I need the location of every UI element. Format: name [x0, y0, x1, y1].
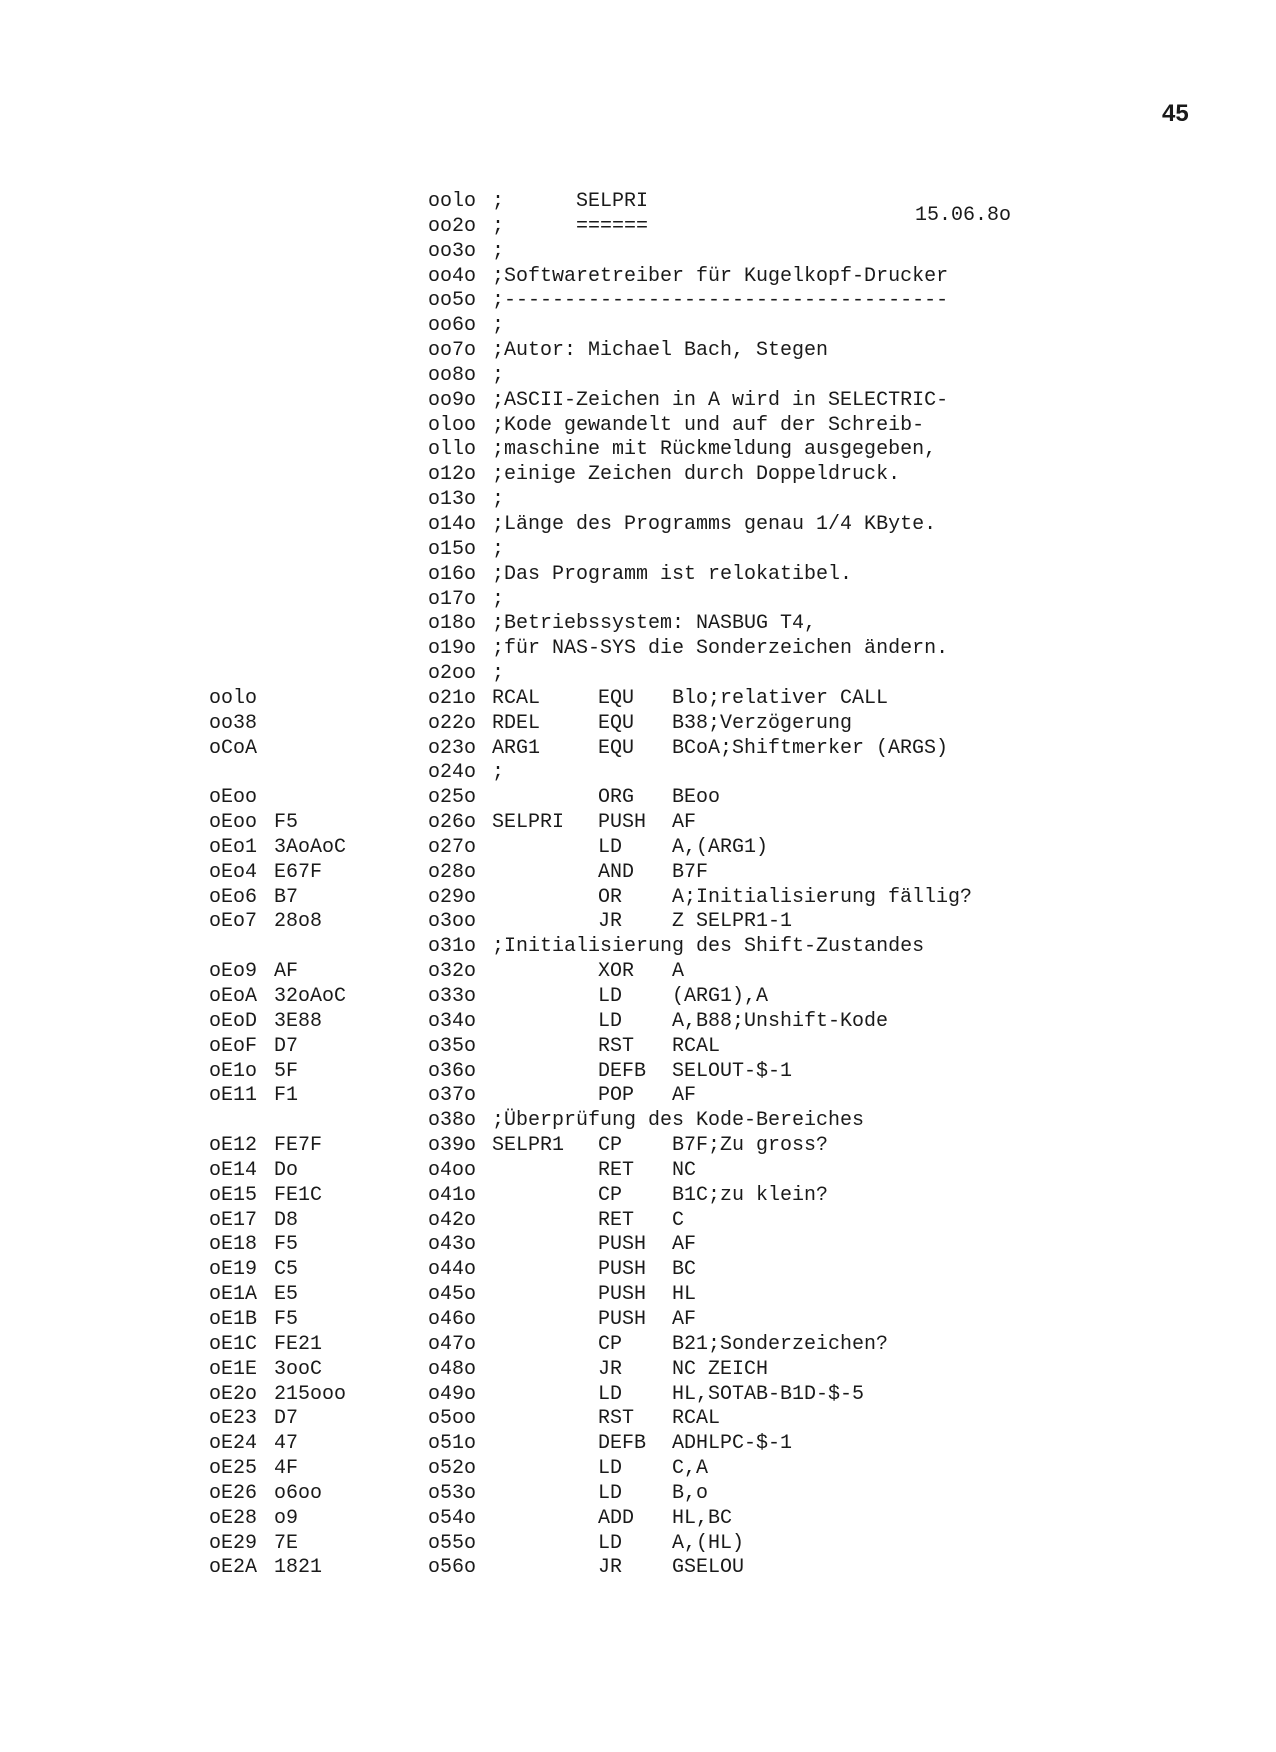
line-oper: AF	[672, 1233, 697, 1257]
line-comment: ;Betriebssystem: NASBUG T4,	[492, 612, 817, 636]
line-code: 1821	[274, 1556, 323, 1580]
listing-line	[0, 1010, 1276, 1035]
line-lnum: o37o	[428, 1084, 477, 1108]
line-oper: RCAL	[672, 1407, 721, 1431]
line-addr: oEo1	[209, 835, 258, 859]
line-mnem: OR	[598, 885, 623, 909]
line-oper: B21;Sonderzeichen?	[672, 1332, 889, 1356]
listing-line	[0, 438, 1276, 463]
line-mnem: ADD	[598, 1506, 635, 1530]
line-addr: oEoF	[209, 1034, 258, 1058]
listing-line	[0, 414, 1276, 439]
line-lnum: o43o	[428, 1233, 477, 1257]
line-comment: ;	[492, 587, 505, 611]
listing-line	[0, 612, 1276, 637]
line-mnem: DEFB	[598, 1432, 647, 1456]
line-lnum: o13o	[428, 488, 477, 512]
line-lnum: o41o	[428, 1183, 477, 1207]
line-code: D7	[274, 1034, 299, 1058]
line-mnem: XOR	[598, 960, 635, 984]
listing-line	[0, 488, 1276, 513]
listing-line	[0, 1258, 1276, 1283]
line-code: E67F	[274, 860, 323, 884]
line-code: E5	[274, 1283, 299, 1307]
line-mnem: LD	[598, 1481, 623, 1505]
line-code: 3E88	[274, 1009, 323, 1033]
line-mnem: EQU	[598, 711, 635, 735]
line-lnum: o27o	[428, 835, 477, 859]
line-addr: oE26	[209, 1481, 258, 1505]
line-oper: B7F;Zu gross?	[672, 1134, 829, 1158]
line-lnum: o54o	[428, 1506, 477, 1530]
listing-line	[0, 389, 1276, 414]
line-code: 32oAoC	[274, 985, 347, 1008]
listing-line	[0, 1308, 1276, 1333]
line-lnum: o17o	[428, 587, 477, 611]
listing-line	[0, 1159, 1276, 1184]
listing-line	[0, 513, 1276, 538]
line-oper: A;Initialisierung fällig?	[672, 885, 973, 909]
line-lnum: o28o	[428, 860, 477, 884]
line-code: FE7F	[274, 1134, 323, 1158]
line-oper: B,o	[672, 1481, 709, 1505]
line-lnum: o14o	[428, 512, 477, 536]
listing-line	[0, 1407, 1276, 1432]
line-oper: NC ZEICH	[672, 1357, 769, 1381]
line-lnum: o39o	[428, 1134, 477, 1158]
line-mnem: LD	[598, 1457, 623, 1481]
line-addr: oEo7	[209, 910, 258, 934]
listing-line	[0, 538, 1276, 563]
line-oper: (ARG1),A	[672, 985, 769, 1008]
line-oper: B1C;zu klein?	[672, 1183, 829, 1207]
line-comment: ;	[492, 239, 505, 263]
line-lnum: o56o	[428, 1556, 477, 1580]
listing-line	[0, 1084, 1276, 1109]
listing-line	[0, 737, 1276, 762]
line-comment: ;	[492, 761, 505, 785]
header-date: 15.06.8o	[915, 204, 1012, 227]
line-oper: C	[672, 1208, 685, 1232]
line-lnum: o38o	[428, 1109, 477, 1133]
line-mnem: CP	[598, 1134, 623, 1158]
listing-line	[0, 1109, 1276, 1134]
line-comment: ;Überprüfung des Kode-Bereiches	[492, 1109, 865, 1133]
line-comment: ;Das Programm ist relokatibel.	[492, 562, 853, 586]
line-addr: oE18	[209, 1233, 258, 1257]
line-addr: oE2A	[209, 1556, 258, 1580]
line-mnem: RST	[598, 1407, 635, 1431]
line-lnum: oo2o	[428, 214, 477, 238]
line-mnem: JR	[598, 1556, 623, 1580]
line-addr: oEoA	[209, 985, 258, 1008]
line-lnum: o22o	[428, 711, 477, 735]
line-lnum: o2oo	[428, 662, 477, 686]
line-comment: ;Länge des Programms genau 1/4 KByte.	[492, 512, 937, 536]
listing-line	[0, 463, 1276, 488]
line-code: o9	[274, 1506, 299, 1530]
line-code: 3AoAoC	[274, 835, 347, 859]
line-addr: oE1A	[209, 1283, 258, 1307]
listing-line	[0, 588, 1276, 613]
line-mnem: DEFB	[598, 1059, 647, 1083]
line-code: AF	[274, 960, 299, 984]
listing-line	[0, 786, 1276, 811]
line-lnum: o47o	[428, 1332, 477, 1356]
line-comment: ;-------------------------------------	[492, 289, 949, 313]
listing-line	[0, 1035, 1276, 1060]
line-comment: ;einige Zeichen durch Doppeldruck.	[492, 463, 901, 487]
line-code: F1	[274, 1084, 299, 1108]
line-oper: BC	[672, 1258, 697, 1282]
line-oper: AF	[672, 1084, 697, 1108]
line-lnum: o34o	[428, 1009, 477, 1033]
line-lnum: o55o	[428, 1531, 477, 1555]
line-oper: GSELOU	[672, 1556, 745, 1580]
line-mnem: PUSH	[598, 1307, 647, 1331]
listing-line	[0, 364, 1276, 389]
line-addr: oE11	[209, 1084, 258, 1108]
listing-line	[0, 1358, 1276, 1383]
line-mnem: LD	[598, 835, 623, 859]
line-addr: oE2o	[209, 1382, 258, 1406]
listing-line	[0, 1333, 1276, 1358]
line-oper: A	[672, 960, 685, 984]
line-comment: ;maschine mit Rückmeldung ausgegeben,	[492, 438, 937, 462]
page-number: 45	[1162, 100, 1189, 127]
line-lnum: o36o	[428, 1059, 477, 1083]
listing-line	[0, 314, 1276, 339]
listing-line	[0, 836, 1276, 861]
line-code: B7	[274, 885, 299, 909]
line-lnum: o29o	[428, 885, 477, 909]
listing-line	[0, 1283, 1276, 1308]
listing-line	[0, 960, 1276, 985]
line-addr: oEoo	[209, 811, 258, 835]
listing-line	[0, 662, 1276, 687]
line-oper: A,B88;Unshift-Kode	[672, 1009, 889, 1033]
line-addr: oEoD	[209, 1009, 258, 1033]
listing-line	[0, 1556, 1276, 1581]
line-lnum: oo4o	[428, 264, 477, 288]
listing-line	[0, 1457, 1276, 1482]
line-lnum: o46o	[428, 1307, 477, 1331]
listing-line	[0, 190, 1276, 215]
line-lnum: o5oo	[428, 1407, 477, 1431]
line-lnum: o15o	[428, 537, 477, 561]
line-code: C5	[274, 1258, 299, 1282]
listing-line	[0, 811, 1276, 836]
line-mnem: RET	[598, 1208, 635, 1232]
line-mnem: RET	[598, 1158, 635, 1182]
line-mnem: LD	[598, 1009, 623, 1033]
line-mnem: LD	[598, 1531, 623, 1555]
line-label: RCAL	[492, 686, 541, 710]
line-lnum: o45o	[428, 1283, 477, 1307]
line-lnum: o21o	[428, 686, 477, 710]
line-lnum: o49o	[428, 1382, 477, 1406]
line-lnum: o44o	[428, 1258, 477, 1282]
line-lnum: o33o	[428, 985, 477, 1008]
line-lnum: o52o	[428, 1457, 477, 1481]
listing-line	[0, 761, 1276, 786]
line-comment: ;	[492, 662, 505, 686]
line-lnum: o25o	[428, 786, 477, 810]
line-lnum: o4oo	[428, 1158, 477, 1182]
line-code: 3ooC	[274, 1357, 323, 1381]
line-comment: ;	[492, 537, 505, 561]
line-comment: ;Initialisierung des Shift-Zustandes	[492, 935, 925, 959]
line-code: F5	[274, 1307, 299, 1331]
line-addr: oCoA	[209, 736, 258, 760]
line-addr: oE12	[209, 1134, 258, 1158]
line-code: 28o8	[274, 910, 323, 934]
line-addr: oE17	[209, 1208, 258, 1232]
listing-line	[0, 985, 1276, 1010]
line-lnum: oo8o	[428, 363, 477, 387]
line-oper: AF	[672, 811, 697, 835]
line-mnem: JR	[598, 1357, 623, 1381]
line-code: FE1C	[274, 1183, 323, 1207]
line-addr: oE15	[209, 1183, 258, 1207]
line-code: 215ooo	[274, 1382, 347, 1406]
line-addr: oolo	[209, 686, 258, 710]
line-code: 4F	[274, 1457, 299, 1481]
line-oper: SELOUT-$-1	[672, 1059, 793, 1083]
line-mnem: LD	[598, 985, 623, 1008]
line-lnum: o12o	[428, 463, 477, 487]
line-oper: HL	[672, 1283, 697, 1307]
line-addr: oE1o	[209, 1059, 258, 1083]
line-comment: ;ASCII-Zeichen in A wird in SELECTRIC-	[492, 388, 949, 412]
line-mnem: EQU	[598, 736, 635, 760]
line-comment: ;	[492, 488, 505, 512]
line-addr: oE24	[209, 1432, 258, 1456]
line-comment: ; ======	[492, 214, 649, 238]
line-label: SELPR1	[492, 1134, 565, 1158]
line-mnem: AND	[598, 860, 635, 884]
line-lnum: o26o	[428, 811, 477, 835]
line-mnem: RST	[598, 1034, 635, 1058]
listing-line	[0, 1383, 1276, 1408]
listing-line	[0, 1532, 1276, 1557]
line-addr: oE14	[209, 1158, 258, 1182]
line-mnem: PUSH	[598, 1258, 647, 1282]
line-oper: A,(ARG1)	[672, 835, 769, 859]
line-lnum: o35o	[428, 1034, 477, 1058]
listing-line	[0, 1432, 1276, 1457]
line-lnum: o3oo	[428, 910, 477, 934]
line-mnem: CP	[598, 1332, 623, 1356]
line-mnem: PUSH	[598, 1283, 647, 1307]
line-mnem: PUSH	[598, 1233, 647, 1257]
line-addr: oE28	[209, 1506, 258, 1530]
line-oper: A,(HL)	[672, 1531, 745, 1555]
listing-line	[0, 339, 1276, 364]
line-lnum: oo3o	[428, 239, 477, 263]
listing-line	[0, 910, 1276, 935]
line-comment: ;	[492, 314, 505, 338]
line-lnum: o24o	[428, 761, 477, 785]
line-code: Do	[274, 1158, 299, 1182]
line-addr: oE29	[209, 1531, 258, 1555]
line-addr: oEo9	[209, 960, 258, 984]
listing-line	[0, 265, 1276, 290]
line-lnum: o53o	[428, 1481, 477, 1505]
line-code: FE21	[274, 1332, 323, 1356]
line-code: D8	[274, 1208, 299, 1232]
line-code: 7E	[274, 1531, 299, 1555]
line-mnem: POP	[598, 1084, 635, 1108]
line-addr: oE23	[209, 1407, 258, 1431]
line-code: D7	[274, 1407, 299, 1431]
listing-line	[0, 215, 1276, 240]
line-addr: oEoo	[209, 786, 258, 810]
line-oper: HL,SOTAB-B1D-$-5	[672, 1382, 865, 1406]
listing-line	[0, 1507, 1276, 1532]
line-lnum: oo9o	[428, 388, 477, 412]
line-code: 47	[274, 1432, 299, 1456]
line-lnum: oo6o	[428, 314, 477, 338]
line-comment: ;Autor: Michael Bach, Stegen	[492, 339, 829, 363]
line-oper: Z SELPR1-1	[672, 910, 793, 934]
line-oper: BCoA;Shiftmerker (ARGS)	[672, 736, 949, 760]
line-addr: oEo4	[209, 860, 258, 884]
listing-line	[0, 886, 1276, 911]
listing-line	[0, 1060, 1276, 1085]
line-label: RDEL	[492, 711, 541, 735]
line-mnem: PUSH	[598, 811, 647, 835]
listing-line	[0, 1233, 1276, 1258]
line-lnum: oloo	[428, 413, 477, 437]
listing-line	[0, 1134, 1276, 1159]
line-addr: oEo6	[209, 885, 258, 909]
line-oper: AF	[672, 1307, 697, 1331]
line-oper: HL,BC	[672, 1506, 733, 1530]
line-lnum: o16o	[428, 562, 477, 586]
line-mnem: ORG	[598, 786, 635, 810]
line-oper: ADHLPC-$-1	[672, 1432, 793, 1456]
line-oper: Blo;relativer CALL	[672, 686, 889, 710]
line-addr: oE1C	[209, 1332, 258, 1356]
line-mnem: LD	[598, 1382, 623, 1406]
line-lnum: o19o	[428, 637, 477, 661]
line-code: o6oo	[274, 1481, 323, 1505]
assembler-listing	[0, 190, 1276, 1581]
line-comment: ;Kode gewandelt und auf der Schreib-	[492, 413, 925, 437]
line-oper: C,A	[672, 1457, 709, 1481]
line-addr: oE25	[209, 1457, 258, 1481]
line-addr: oE1E	[209, 1357, 258, 1381]
line-lnum: o42o	[428, 1208, 477, 1232]
line-comment: ;	[492, 363, 505, 387]
listing-line	[0, 935, 1276, 960]
line-lnum: oo7o	[428, 339, 477, 363]
listing-line	[0, 240, 1276, 265]
line-lnum: ollo	[428, 438, 477, 462]
line-lnum: o32o	[428, 960, 477, 984]
line-lnum: o51o	[428, 1432, 477, 1456]
listing-line	[0, 1209, 1276, 1234]
line-lnum: o48o	[428, 1357, 477, 1381]
line-addr: oE19	[209, 1258, 258, 1282]
line-oper: B38;Verzögerung	[672, 711, 853, 735]
line-comment: ;für NAS-SYS die Sonderzeichen ändern.	[492, 637, 949, 661]
line-lnum: oolo	[428, 190, 477, 213]
line-label: ARG1	[492, 736, 541, 760]
line-oper: BEoo	[672, 786, 721, 810]
listing-line	[0, 1482, 1276, 1507]
listing-line	[0, 861, 1276, 886]
line-addr: oo38	[209, 711, 258, 735]
line-lnum: oo5o	[428, 289, 477, 313]
listing-line	[0, 289, 1276, 314]
line-addr: oE1B	[209, 1307, 258, 1331]
line-comment: ; SELPRI	[492, 190, 649, 213]
line-oper: B7F	[672, 860, 709, 884]
listing-line	[0, 712, 1276, 737]
line-oper: RCAL	[672, 1034, 721, 1058]
listing-line	[0, 1184, 1276, 1209]
line-code: 5F	[274, 1059, 299, 1083]
line-code: F5	[274, 811, 299, 835]
line-comment: ;Softwaretreiber für Kugelkopf-Drucker	[492, 264, 949, 288]
line-mnem: JR	[598, 910, 623, 934]
line-lnum: o31o	[428, 935, 477, 959]
listing-line	[0, 637, 1276, 662]
line-lnum: o18o	[428, 612, 477, 636]
line-oper: NC	[672, 1158, 697, 1182]
line-mnem: EQU	[598, 686, 635, 710]
line-label: SELPRI	[492, 811, 565, 835]
line-lnum: o23o	[428, 736, 477, 760]
line-code: F5	[274, 1233, 299, 1257]
line-mnem: CP	[598, 1183, 623, 1207]
listing-line	[0, 563, 1276, 588]
listing-line	[0, 687, 1276, 712]
